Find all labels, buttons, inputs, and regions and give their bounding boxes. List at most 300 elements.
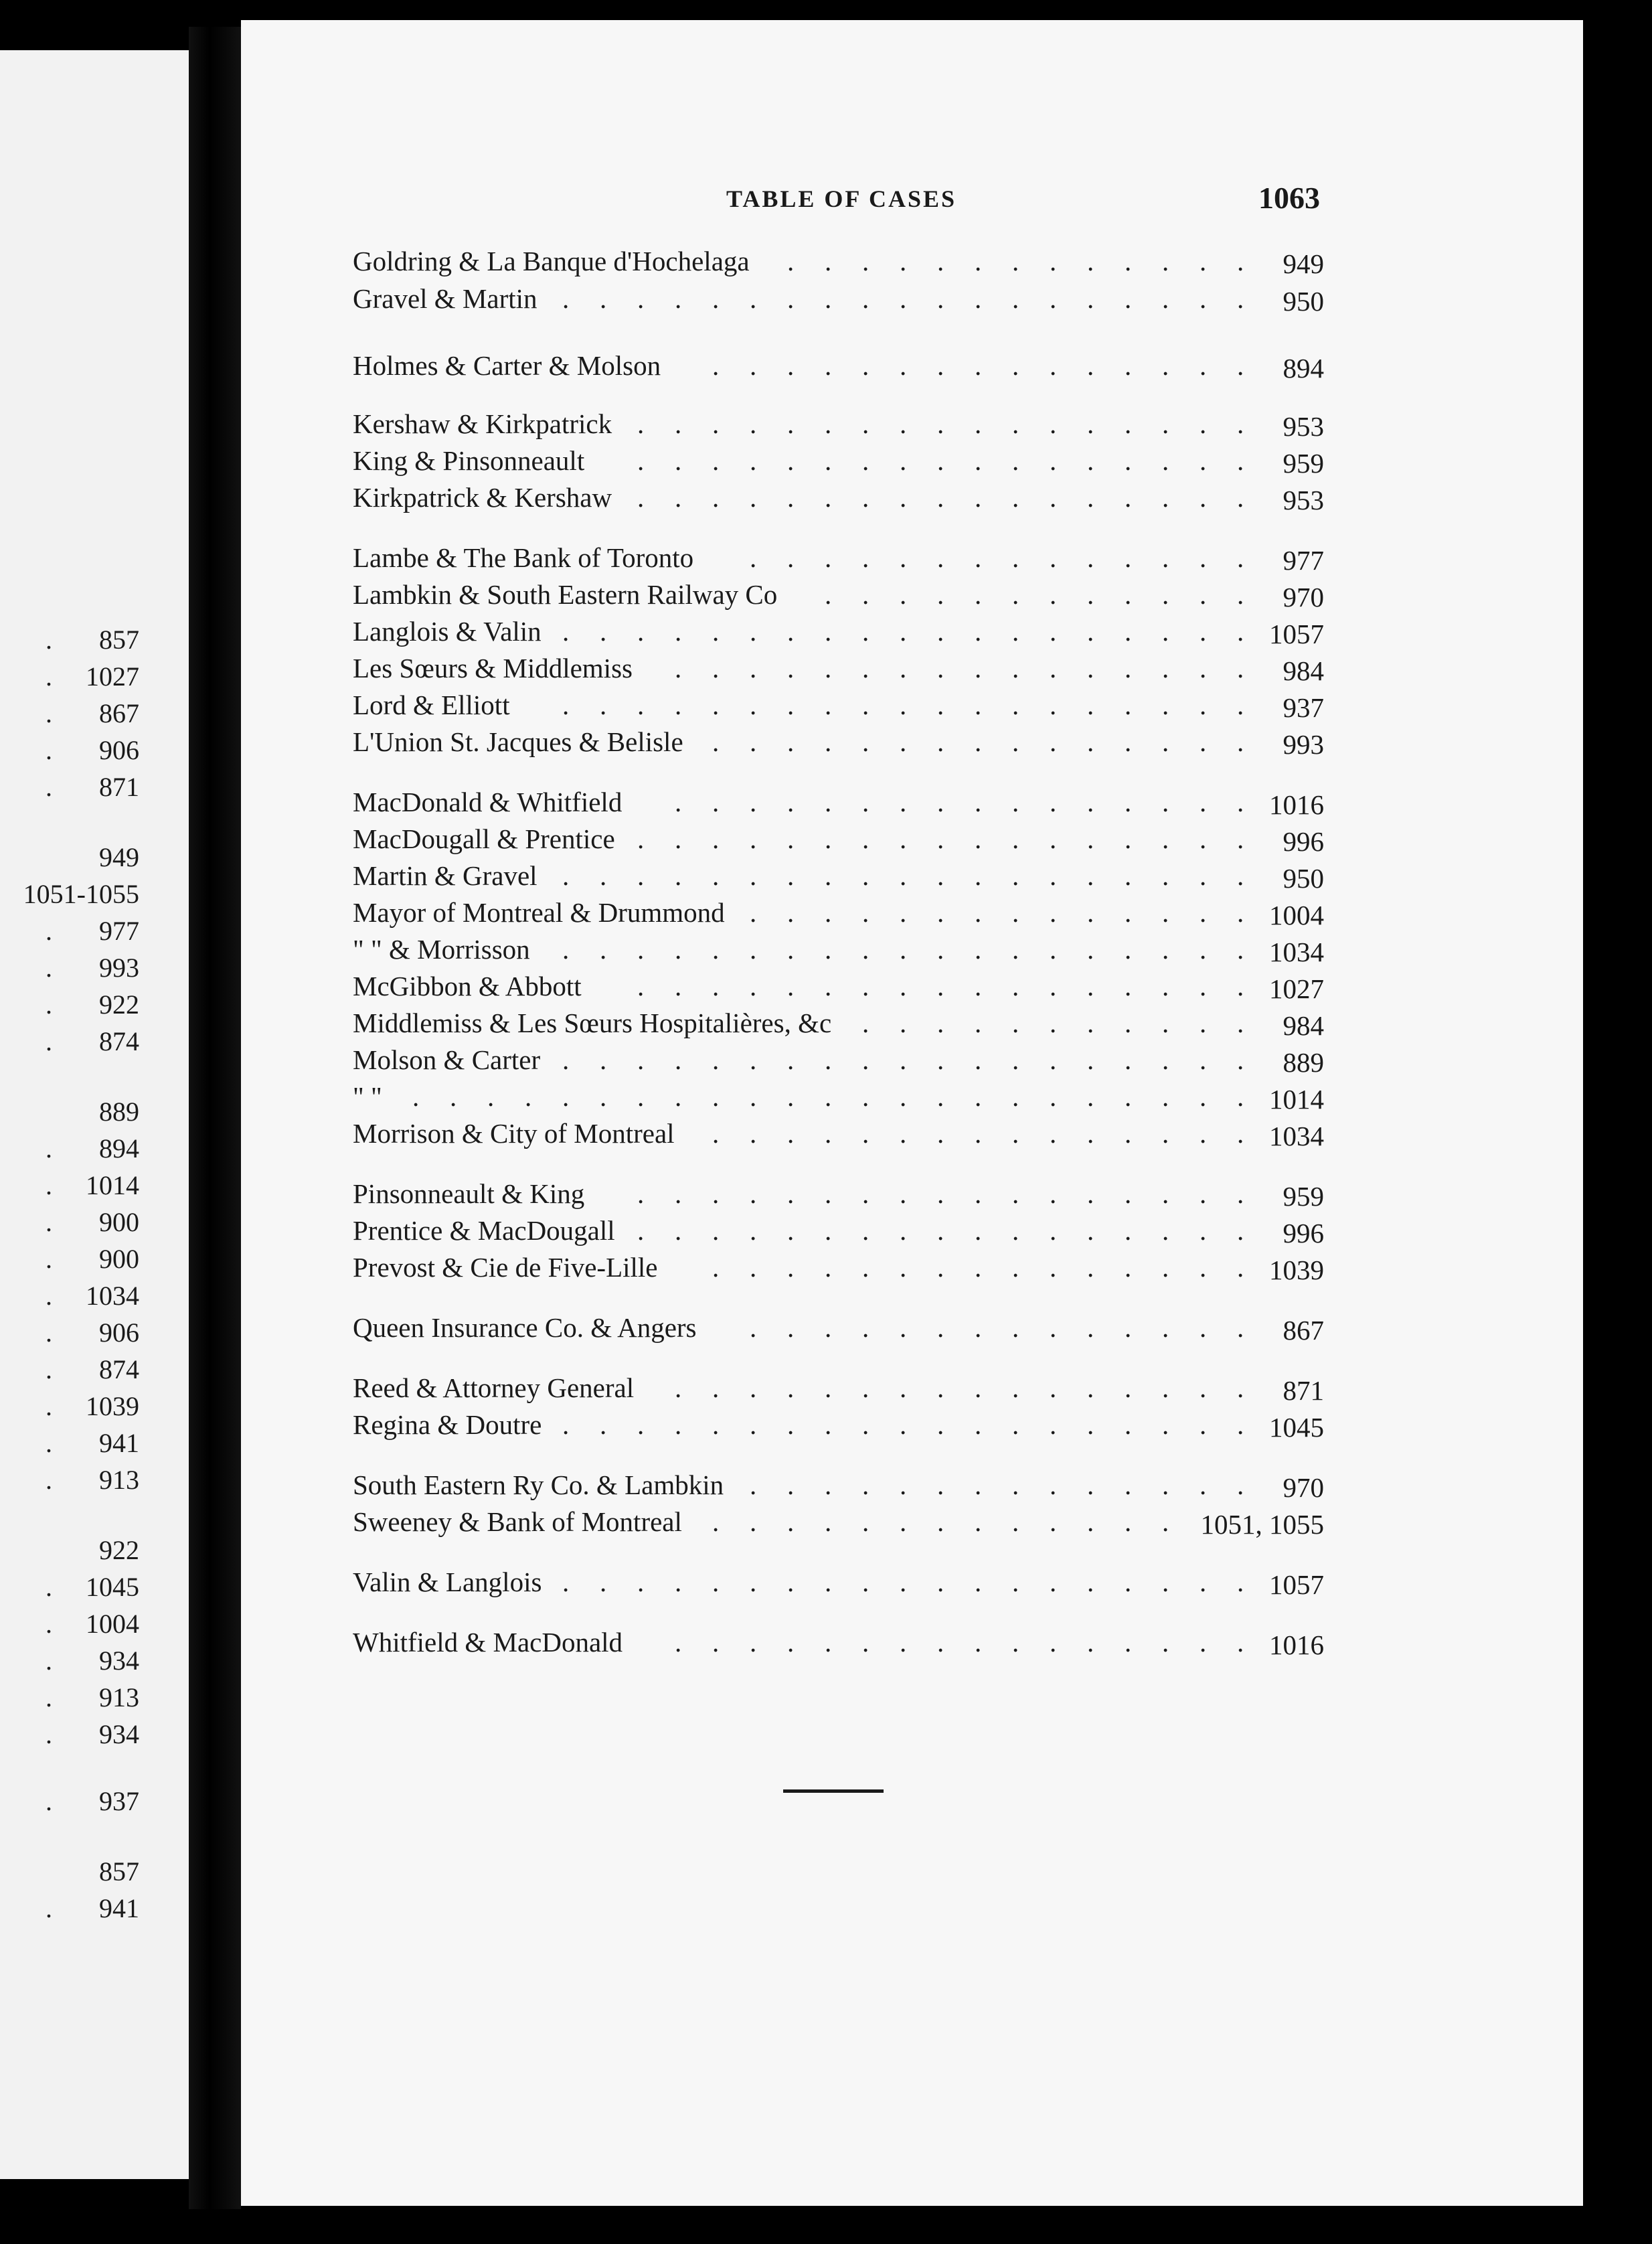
case-name: Martin & Gravel xyxy=(353,860,538,891)
leader-dot: . xyxy=(637,1081,645,1112)
leader-dot: . xyxy=(46,1026,52,1056)
left-page-number: 949 xyxy=(99,842,139,872)
leader-dot: . xyxy=(900,1627,907,1658)
leader-dot: . xyxy=(1125,787,1132,817)
leader-dot: . xyxy=(862,1044,870,1075)
case-name: " " & Morrisson xyxy=(353,934,530,965)
leader-dot: . xyxy=(1162,246,1169,276)
leader-dot: . xyxy=(675,934,682,965)
leader-dot: . xyxy=(937,1008,944,1038)
leader-dot: . xyxy=(1087,1081,1094,1112)
leader-dot: . xyxy=(1237,1118,1244,1149)
leader-dot: . xyxy=(1087,1567,1094,1597)
leader-dot: . xyxy=(825,971,832,1001)
leader-dot: . xyxy=(1200,1081,1207,1112)
leader-dot: . xyxy=(675,1178,682,1209)
list-item xyxy=(0,405,1652,443)
leader-dot: . xyxy=(637,283,645,314)
leader-dot: . xyxy=(1125,971,1132,1001)
leader-dot: . xyxy=(1050,1372,1057,1403)
leader-dot: . xyxy=(1087,445,1094,476)
leader-dot: . xyxy=(975,1178,982,1209)
leader-dot: . xyxy=(1050,726,1057,757)
leader-dot: . xyxy=(675,1372,682,1403)
leader-dot: . xyxy=(1012,1469,1019,1500)
leader-dot: . xyxy=(1125,1118,1132,1149)
left-page-number: 941 xyxy=(99,1428,139,1458)
leader-dot: . xyxy=(562,283,570,314)
leader-dot: . xyxy=(1125,1081,1132,1112)
leader-dot: . xyxy=(862,246,870,276)
leader-dot: . xyxy=(1012,653,1019,684)
leader-dot: . xyxy=(787,897,795,928)
leader-dot: . xyxy=(1125,579,1132,610)
leader-dot: . xyxy=(1125,1567,1132,1597)
left-page-number: 906 xyxy=(99,735,139,765)
case-page-number: 959 xyxy=(1283,1181,1324,1212)
leader-dot: . xyxy=(1050,1469,1057,1500)
leader-dot: . xyxy=(900,934,907,965)
leader-dot: . xyxy=(975,616,982,647)
leader-dot: . xyxy=(862,823,870,854)
leader-dot: . xyxy=(712,1627,720,1658)
case-name: King & Pinsonneault xyxy=(353,445,585,476)
leader-dot: . xyxy=(787,283,795,314)
leader-dot: . xyxy=(1200,971,1207,1001)
leader-dot: . xyxy=(1050,934,1057,965)
leader-dot: . xyxy=(1125,1008,1132,1038)
leader-dot: . xyxy=(900,971,907,1001)
leader-dot: . xyxy=(675,860,682,891)
left-page-number: 913 xyxy=(99,1465,139,1495)
leader-dot: . xyxy=(1012,1567,1019,1597)
left-page-number: 1027 xyxy=(86,661,139,692)
leader-dot: . xyxy=(637,1567,645,1597)
leader-dot: . xyxy=(787,860,795,891)
leader-dot: . xyxy=(900,482,907,513)
list-item xyxy=(0,1563,1652,1601)
leader-dot: . xyxy=(1012,542,1019,573)
case-name: Queen Insurance Co. & Angers xyxy=(353,1312,697,1343)
leader-dot: . xyxy=(1200,726,1207,757)
leader-dot: . xyxy=(787,823,795,854)
leader-dot: . xyxy=(562,1409,570,1440)
case-name: Mayor of Montreal & Drummond xyxy=(353,897,725,928)
leader-dot: . xyxy=(900,726,907,757)
leader-dot: . xyxy=(900,408,907,439)
leader-dot: . xyxy=(862,579,870,610)
leader-dot: . xyxy=(712,1178,720,1209)
leader-dot: . xyxy=(1162,860,1169,891)
leader-dot: . xyxy=(1237,1409,1244,1440)
left-page-number: 867 xyxy=(99,698,139,728)
leader-dot: . xyxy=(46,1719,52,1749)
leader-dot: . xyxy=(937,445,944,476)
leader-dot: . xyxy=(1237,897,1244,928)
leader-dot: . xyxy=(1237,934,1244,965)
list-item xyxy=(0,857,1652,894)
left-page-number: 934 xyxy=(99,1646,139,1676)
leader-dot: . xyxy=(825,823,832,854)
left-page-row xyxy=(0,1854,189,1889)
case-page-number: 1014 xyxy=(1269,1084,1324,1115)
leader-dot: . xyxy=(1237,408,1244,439)
left-page-number: 937 xyxy=(99,1786,139,1816)
leader-dot: . xyxy=(750,542,757,573)
leader-dot: . xyxy=(1050,1215,1057,1246)
leader-dot: . xyxy=(825,579,832,610)
leader-dot: . xyxy=(1087,1409,1094,1440)
leader-dot: . xyxy=(787,1044,795,1075)
leader-dot: . xyxy=(675,787,682,817)
leader-dot: . xyxy=(825,542,832,573)
leader-dot: . xyxy=(712,350,720,381)
leader-dot: . xyxy=(900,1044,907,1075)
leader-dot: . xyxy=(1162,726,1169,757)
leader-dot: . xyxy=(862,653,870,684)
leader-dot: . xyxy=(750,1044,757,1075)
leader-dot: . xyxy=(1237,1081,1244,1112)
leader-dot: . xyxy=(1125,445,1132,476)
leader-dot: . xyxy=(825,1372,832,1403)
case-name: Sweeney & Bank of Montreal xyxy=(353,1506,682,1537)
leader-dot: . xyxy=(1050,1178,1057,1209)
leader-dot: . xyxy=(1050,1312,1057,1343)
case-page-number: 894 xyxy=(1283,353,1324,384)
leader-dot: . xyxy=(1125,690,1132,720)
leader-dot: . xyxy=(675,653,682,684)
leader-dot: . xyxy=(750,653,757,684)
leader-dot: . xyxy=(1162,897,1169,928)
leader-dot: . xyxy=(1162,579,1169,610)
list-item xyxy=(0,347,1652,384)
leader-dot: . xyxy=(1012,408,1019,439)
leader-dot: . xyxy=(1050,1627,1057,1658)
leader-dot: . xyxy=(937,283,944,314)
leader-dot: . xyxy=(1162,1469,1169,1500)
leader-dot: . xyxy=(1087,1627,1094,1658)
leader-dot: . xyxy=(937,616,944,647)
leader-dot: . xyxy=(1012,1627,1019,1658)
leader-dot: . xyxy=(900,579,907,610)
leader-dot: . xyxy=(637,482,645,513)
leader-dot: . xyxy=(46,772,52,802)
leader-dot: . xyxy=(1012,579,1019,610)
leader-dot: . xyxy=(1237,482,1244,513)
leader-dot: . xyxy=(1012,1081,1019,1112)
case-name: Goldring & La Banque d'Hochelaga xyxy=(353,246,750,276)
leader-dot: . xyxy=(900,283,907,314)
left-page-number: 1051-1055 xyxy=(23,879,139,909)
leader-dot: . xyxy=(787,542,795,573)
leader-dot: . xyxy=(46,1170,52,1200)
list-item xyxy=(0,1406,1652,1443)
leader-dot: . xyxy=(637,1215,645,1246)
leader-dot: . xyxy=(900,1178,907,1209)
case-page-number: 889 xyxy=(1283,1047,1324,1078)
leader-dot: . xyxy=(1237,616,1244,647)
leader-dot: . xyxy=(862,897,870,928)
leader-dot: . xyxy=(1237,1044,1244,1075)
leader-dot: . xyxy=(1087,1469,1094,1500)
leader-dot: . xyxy=(1012,1215,1019,1246)
leader-dot: . xyxy=(1237,690,1244,720)
leader-dot: . xyxy=(750,350,757,381)
case-page-number: 1034 xyxy=(1269,937,1324,967)
leader-dot: . xyxy=(750,897,757,928)
list-item xyxy=(0,649,1652,687)
leader-dot: . xyxy=(787,1372,795,1403)
leader-dot: . xyxy=(1087,860,1094,891)
leader-dot: . xyxy=(1012,246,1019,276)
leader-dot: . xyxy=(675,971,682,1001)
list-item xyxy=(0,967,1652,1005)
leader-dot: . xyxy=(975,1627,982,1658)
case-name: L'Union St. Jacques & Belisle xyxy=(353,726,683,757)
leader-dot: . xyxy=(712,616,720,647)
case-name: Lambkin & South Eastern Railway Co xyxy=(353,579,778,610)
leader-dot: . xyxy=(712,726,720,757)
leader-dot: . xyxy=(937,1506,944,1537)
leader-dot: . xyxy=(1162,690,1169,720)
leader-dot: . xyxy=(46,698,52,728)
leader-dot: . xyxy=(937,787,944,817)
leader-dot: . xyxy=(1050,1044,1057,1075)
case-page-number: 871 xyxy=(1283,1375,1324,1406)
leader-dot: . xyxy=(900,1252,907,1283)
left-page-number: 857 xyxy=(99,625,139,655)
leader-dot: . xyxy=(975,1409,982,1440)
leader-dot: . xyxy=(937,1372,944,1403)
leader-dot: . xyxy=(900,1215,907,1246)
leader-dot: . xyxy=(825,1409,832,1440)
leader-dot: . xyxy=(750,1252,757,1283)
leader-dot: . xyxy=(787,1312,795,1343)
leader-dot: . xyxy=(937,542,944,573)
leader-dot: . xyxy=(787,246,795,276)
leader-dot: . xyxy=(937,690,944,720)
leader-dot: . xyxy=(450,1081,457,1112)
left-page-number: 874 xyxy=(99,1354,139,1384)
leader-dot: . xyxy=(750,1178,757,1209)
leader-dot: . xyxy=(1087,787,1094,817)
case-page-number: 1016 xyxy=(1269,789,1324,820)
leader-dot: . xyxy=(46,1609,52,1639)
left-page-number: 857 xyxy=(99,1856,139,1887)
leader-dot: . xyxy=(712,1252,720,1283)
leader-dot: . xyxy=(1125,653,1132,684)
leader-dot: . xyxy=(712,860,720,891)
leader-dot: . xyxy=(675,690,682,720)
leader-dot: . xyxy=(1200,408,1207,439)
left-page-number: 1034 xyxy=(86,1281,139,1311)
leader-dot: . xyxy=(1162,1567,1169,1597)
case-page-number: 1045 xyxy=(1269,1412,1324,1443)
left-page-number: 894 xyxy=(99,1133,139,1164)
leader-dot: . xyxy=(1087,408,1094,439)
leader-dot: . xyxy=(1237,653,1244,684)
leader-dot: . xyxy=(787,616,795,647)
leader-dot: . xyxy=(46,916,52,946)
leader-dot: . xyxy=(862,616,870,647)
leader-dot: . xyxy=(862,408,870,439)
leader-dot: . xyxy=(525,1081,532,1112)
leader-dot: . xyxy=(1200,653,1207,684)
leader-dot: . xyxy=(900,860,907,891)
case-name: Pinsonneault & King xyxy=(353,1178,585,1209)
leader-dot: . xyxy=(862,1506,870,1537)
left-page-number: 993 xyxy=(99,953,139,983)
left-page-row xyxy=(0,1891,189,1926)
leader-dot: . xyxy=(825,1081,832,1112)
leader-dot: . xyxy=(1162,971,1169,1001)
leader-dot: . xyxy=(937,1409,944,1440)
leader-dot: . xyxy=(712,653,720,684)
leader-dot: . xyxy=(975,1567,982,1597)
leader-dot: . xyxy=(862,726,870,757)
leader-dot: . xyxy=(937,897,944,928)
list-item xyxy=(0,1623,1652,1661)
leader-dot: . xyxy=(1162,1215,1169,1246)
leader-dot: . xyxy=(1125,246,1132,276)
leader-dot: . xyxy=(1050,1081,1057,1112)
leader-dot: . xyxy=(46,1786,52,1816)
leader-dot: . xyxy=(975,971,982,1001)
leader-dot: . xyxy=(46,1244,52,1274)
leader-dot: . xyxy=(1012,616,1019,647)
case-name: South Eastern Ry Co. & Lambkin xyxy=(353,1469,724,1500)
leader-dot: . xyxy=(1237,1627,1244,1658)
list-item xyxy=(0,1466,1652,1504)
leader-dot: . xyxy=(1200,283,1207,314)
leader-dot: . xyxy=(1012,1312,1019,1343)
leader-dot: . xyxy=(825,860,832,891)
leader-dot: . xyxy=(1200,445,1207,476)
leader-dot: . xyxy=(750,1081,757,1112)
leader-dot: . xyxy=(1125,823,1132,854)
left-page-number: 900 xyxy=(99,1207,139,1237)
list-item xyxy=(0,723,1652,760)
leader-dot: . xyxy=(1200,787,1207,817)
case-name: Lord & Elliott xyxy=(353,690,510,720)
leader-dot: . xyxy=(900,823,907,854)
case-page-number: 1057 xyxy=(1269,619,1324,649)
leader-dot: . xyxy=(600,690,607,720)
leader-dot: . xyxy=(1087,934,1094,965)
leader-dot: . xyxy=(900,690,907,720)
leader-dot: . xyxy=(825,787,832,817)
leader-dot: . xyxy=(825,445,832,476)
leader-dot: . xyxy=(750,1469,757,1500)
leader-dot: . xyxy=(825,246,832,276)
leader-dot: . xyxy=(1050,579,1057,610)
leader-dot: . xyxy=(787,1178,795,1209)
leader-dot: . xyxy=(862,1178,870,1209)
leader-dot: . xyxy=(900,445,907,476)
leader-dot: . xyxy=(1162,1372,1169,1403)
left-page-number: 906 xyxy=(99,1317,139,1348)
leader-dot: . xyxy=(562,1567,570,1597)
leader-dot: . xyxy=(1050,787,1057,817)
leader-dot: . xyxy=(975,860,982,891)
leader-dot: . xyxy=(937,1178,944,1209)
leader-dot: . xyxy=(1012,1118,1019,1149)
leader-dot: . xyxy=(1237,579,1244,610)
leader-dot: . xyxy=(712,787,720,817)
leader-dot: . xyxy=(1012,283,1019,314)
list-item xyxy=(0,820,1652,858)
leader-dot: . xyxy=(975,1044,982,1075)
leader-dot: . xyxy=(862,1409,870,1440)
leader-dot: . xyxy=(1200,1118,1207,1149)
leader-dot: . xyxy=(46,1133,52,1164)
case-name: Gravel & Martin xyxy=(353,283,538,314)
list-item xyxy=(0,1115,1652,1152)
leader-dot: . xyxy=(600,934,607,965)
leader-dot: . xyxy=(1200,246,1207,276)
leader-dot: . xyxy=(46,1354,52,1384)
case-page-number: 1057 xyxy=(1269,1569,1324,1600)
leader-dot: . xyxy=(862,1627,870,1658)
leader-dot: . xyxy=(975,445,982,476)
leader-dot: . xyxy=(1237,1215,1244,1246)
leader-dot: . xyxy=(1050,408,1057,439)
leader-dot: . xyxy=(562,616,570,647)
leader-dot: . xyxy=(1237,971,1244,1001)
leader-dot: . xyxy=(750,860,757,891)
leader-dot: . xyxy=(825,897,832,928)
list-item xyxy=(0,1041,1652,1078)
case-page-number: 1027 xyxy=(1269,973,1324,1004)
leader-dot: . xyxy=(1125,1215,1132,1246)
case-page-number: 970 xyxy=(1283,1472,1324,1503)
leader-dot: . xyxy=(1237,1567,1244,1597)
leader-dot: . xyxy=(825,653,832,684)
list-item xyxy=(0,479,1652,516)
case-page-number: 1016 xyxy=(1269,1629,1324,1660)
leader-dot: . xyxy=(1012,897,1019,928)
leader-dot: . xyxy=(1200,1409,1207,1440)
leader-dot: . xyxy=(750,726,757,757)
leader-dot: . xyxy=(1162,408,1169,439)
leader-dot: . xyxy=(937,934,944,965)
leader-dot: . xyxy=(1200,1008,1207,1038)
leader-dot: . xyxy=(1087,1178,1094,1209)
leader-dot: . xyxy=(900,653,907,684)
case-page-number: 970 xyxy=(1283,582,1324,613)
case-page-number: 867 xyxy=(1283,1315,1324,1346)
leader-dot: . xyxy=(1050,971,1057,1001)
leader-dot: . xyxy=(1012,690,1019,720)
leader-dot: . xyxy=(787,1252,795,1283)
leader-dot: . xyxy=(975,787,982,817)
case-name: Lambe & The Bank of Toronto xyxy=(353,542,694,573)
leader-dot: . xyxy=(1012,934,1019,965)
leader-dot: . xyxy=(750,445,757,476)
leader-dot: . xyxy=(1012,482,1019,513)
leader-dot: . xyxy=(1125,1506,1132,1537)
leader-dot: . xyxy=(750,283,757,314)
leader-dot: . xyxy=(600,1044,607,1075)
leader-dot: . xyxy=(937,579,944,610)
leader-dot: . xyxy=(750,1627,757,1658)
leader-dot: . xyxy=(787,971,795,1001)
leader-dot: . xyxy=(46,1893,52,1923)
case-name: Holmes & Carter & Molson xyxy=(353,350,661,381)
leader-dot: . xyxy=(937,726,944,757)
leader-dot: . xyxy=(750,690,757,720)
leader-dot: . xyxy=(675,1409,682,1440)
